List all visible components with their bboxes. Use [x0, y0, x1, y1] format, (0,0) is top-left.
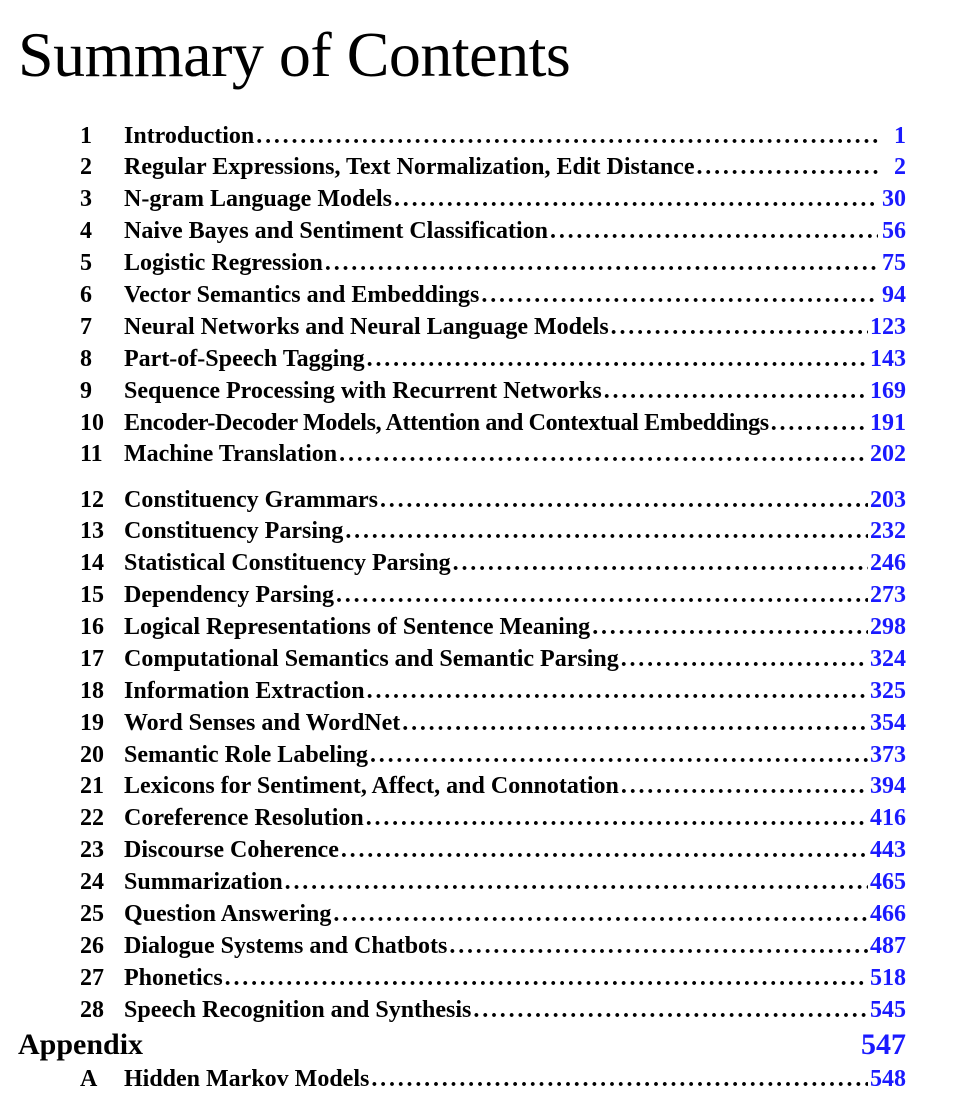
- leader-dots: [225, 963, 868, 993]
- chapter-number: 23: [80, 837, 104, 863]
- appendix-page-link[interactable]: 547: [861, 1028, 906, 1061]
- chapter-number: 17: [80, 646, 104, 672]
- page-link[interactable]: 123: [870, 314, 906, 340]
- chapter-title[interactable]: Computational Semantics and Semantic Parsing: [124, 646, 619, 672]
- appendix-label[interactable]: Appendix: [18, 1028, 144, 1061]
- page-link[interactable]: 2: [894, 154, 906, 180]
- chapter-title[interactable]: Semantic Role Labeling: [124, 742, 368, 768]
- leader-dots: [550, 216, 878, 246]
- toc-entry-27[interactable]: [80, 963, 906, 993]
- toc-entry-14[interactable]: [80, 548, 906, 578]
- chapter-title[interactable]: Machine Translation: [124, 441, 338, 467]
- chapter-number: 14: [80, 550, 104, 576]
- toc-entry-28[interactable]: [80, 995, 906, 1025]
- chapter-title[interactable]: Information Extraction: [124, 678, 365, 704]
- toc-entry-6[interactable]: [80, 280, 906, 310]
- chapter-number: A: [80, 1066, 98, 1092]
- leader-dots: [481, 280, 878, 310]
- chapter-title[interactable]: Hidden Markov Models: [124, 1066, 370, 1092]
- leader-dots: [604, 376, 868, 406]
- leader-dots: [345, 516, 868, 546]
- toc-entry-22[interactable]: [80, 803, 906, 833]
- toc-entry-1[interactable]: [80, 121, 906, 151]
- page-link[interactable]: 94: [882, 282, 906, 308]
- chapter-number: 1: [80, 123, 92, 149]
- page-title: Summary of Contents: [18, 19, 571, 90]
- leader-dots: [449, 931, 868, 961]
- chapter-number: 2: [80, 154, 92, 180]
- chapter-title[interactable]: Word Senses and WordNet: [124, 710, 401, 736]
- chapter-title[interactable]: N-gram Language Models: [124, 186, 392, 212]
- leader-dots: [473, 995, 868, 1025]
- leader-dots: [367, 344, 868, 374]
- chapter-number: 19: [80, 710, 104, 736]
- page-link[interactable]: 202: [870, 441, 906, 467]
- leader-dots: [339, 439, 868, 469]
- page-link[interactable]: 465: [870, 869, 906, 895]
- chapter-title[interactable]: Question Answering: [124, 901, 332, 927]
- chapter-number: 7: [80, 314, 92, 340]
- chapter-number: 16: [80, 614, 104, 640]
- chapter-title[interactable]: Phonetics: [124, 965, 223, 991]
- page-link[interactable]: 273: [870, 582, 906, 608]
- page-link[interactable]: 30: [882, 186, 906, 212]
- leader-dots: [333, 899, 868, 929]
- page-link[interactable]: 373: [870, 742, 906, 768]
- leader-dots: [367, 676, 868, 706]
- toc-entry-16[interactable]: [80, 612, 906, 642]
- page-link[interactable]: 56: [882, 218, 906, 244]
- leader-dots: [402, 708, 868, 738]
- page-link[interactable]: 75: [882, 250, 906, 276]
- leader-dots: [453, 548, 868, 578]
- chapter-title[interactable]: Discourse Coherence: [124, 837, 339, 863]
- chapter-number: 22: [80, 805, 104, 831]
- leader-dots: [380, 485, 868, 515]
- chapter-number: 24: [80, 869, 104, 895]
- toc-entry-3[interactable]: [80, 184, 906, 214]
- appendix-heading[interactable]: [18, 1027, 906, 1063]
- chapter-title[interactable]: Speech Recognition and Synthesis: [124, 997, 472, 1023]
- toc-entry-17[interactable]: [80, 644, 906, 674]
- leader-dots: [621, 644, 868, 674]
- chapter-number: 8: [80, 346, 92, 372]
- page-link[interactable]: 203: [870, 487, 906, 513]
- toc-entry-7[interactable]: [80, 312, 906, 342]
- chapter-number: 26: [80, 933, 104, 959]
- toc-entry-20[interactable]: [80, 740, 906, 770]
- chapter-number: 4: [80, 218, 92, 244]
- page-link[interactable]: 354: [870, 710, 906, 736]
- chapter-number: 18: [80, 678, 104, 704]
- leader-dots: [366, 803, 868, 833]
- chapter-title[interactable]: Statistical Constituency Parsing: [124, 550, 451, 576]
- leader-dots: [341, 835, 868, 865]
- chapter-number: 28: [80, 997, 104, 1023]
- page-link[interactable]: 143: [870, 346, 906, 372]
- leader-dots: [256, 121, 878, 151]
- page-link[interactable]: 324: [870, 646, 906, 672]
- toc-entry-12[interactable]: [80, 485, 906, 515]
- chapter-number: 5: [80, 250, 92, 276]
- toc-entry-4[interactable]: [80, 216, 906, 246]
- chapter-title[interactable]: Logical Representations of Sentence Meaning: [124, 614, 591, 640]
- chapter-title[interactable]: Summarization: [124, 869, 283, 895]
- toc-entry-9[interactable]: [80, 376, 906, 406]
- chapter-number: 13: [80, 518, 104, 544]
- chapter-title[interactable]: Dependency Parsing: [124, 582, 334, 608]
- chapter-title[interactable]: Encoder-Decoder Models, Attention and Contextual Embeddings: [124, 410, 769, 436]
- page-link[interactable]: 246: [870, 550, 906, 576]
- page-link[interactable]: 416: [870, 805, 906, 831]
- page-link[interactable]: 487: [870, 933, 906, 959]
- chapter-title[interactable]: Coreference Resolution: [124, 805, 364, 831]
- page-link[interactable]: 548: [870, 1066, 906, 1092]
- chapter-number: 21: [80, 773, 104, 799]
- chapter-number: 3: [80, 186, 92, 212]
- leader-dots: [370, 740, 868, 770]
- page-link[interactable]: 394: [870, 773, 906, 799]
- toc-entry-23[interactable]: [80, 835, 906, 865]
- chapter-title[interactable]: Naive Bayes and Sentiment Classification: [124, 218, 549, 244]
- leader-dots: [285, 867, 868, 897]
- chapter-title[interactable]: Neural Networks and Neural Language Models: [124, 314, 609, 340]
- toc-entry-2[interactable]: [80, 152, 906, 182]
- chapter-number: 25: [80, 901, 104, 927]
- chapter-title[interactable]: Sequence Processing with Recurrent Networks: [124, 378, 602, 404]
- chapter-title[interactable]: Lexicons for Sentiment, Affect, and Connotation: [124, 773, 619, 799]
- toc-entry-19[interactable]: [80, 708, 906, 738]
- toc-entry-11[interactable]: [80, 439, 906, 469]
- chapter-title[interactable]: Introduction: [124, 123, 255, 149]
- page-link[interactable]: 169: [870, 378, 906, 404]
- leader-dots: [325, 248, 878, 278]
- page-link[interactable]: 232: [870, 518, 906, 544]
- leader-dots: [592, 612, 868, 642]
- page-link[interactable]: 545: [870, 997, 906, 1023]
- leader-dots: [336, 580, 868, 610]
- toc-entry-8[interactable]: [80, 344, 906, 374]
- chapter-title[interactable]: Logistic Regression: [124, 250, 323, 276]
- chapter-title[interactable]: Part-of-Speech Tagging: [124, 346, 365, 372]
- chapter-number: 15: [80, 582, 104, 608]
- toc-entry-10[interactable]: [80, 408, 906, 438]
- chapter-number: 20: [80, 742, 104, 768]
- toc-entry-21[interactable]: [80, 771, 906, 801]
- leader-dots: [621, 771, 868, 801]
- page-link[interactable]: 191: [870, 410, 906, 436]
- chapter-number: 27: [80, 965, 104, 991]
- toc-entry-13[interactable]: [80, 516, 906, 546]
- chapter-title[interactable]: Dialogue Systems and Chatbots: [124, 933, 448, 959]
- leader-dots: [371, 1064, 868, 1094]
- chapter-number: 9: [80, 378, 92, 404]
- chapter-title[interactable]: Constituency Grammars: [124, 487, 378, 513]
- page-link[interactable]: 325: [870, 678, 906, 704]
- page-link[interactable]: 518: [870, 965, 906, 991]
- page-link[interactable]: 466: [870, 901, 906, 927]
- chapter-number: 11: [80, 441, 103, 467]
- page-link[interactable]: 298: [870, 614, 906, 640]
- page-link[interactable]: 1: [894, 123, 906, 149]
- toc-entry-26[interactable]: [80, 931, 906, 961]
- toc-entry-18[interactable]: [80, 676, 906, 706]
- leader-dots: [394, 184, 878, 214]
- chapter-title[interactable]: Vector Semantics and Embeddings: [124, 282, 480, 308]
- toc-entry-15[interactable]: [80, 580, 906, 610]
- toc-entry-24[interactable]: [80, 867, 906, 897]
- chapter-title[interactable]: Constituency Parsing: [124, 518, 344, 544]
- leader-dots: [611, 312, 868, 342]
- leader-dots: [771, 408, 868, 438]
- leader-dots: [696, 152, 878, 182]
- chapter-number: 10: [80, 410, 104, 436]
- toc-entry-appendix-a[interactable]: [80, 1064, 906, 1094]
- chapter-number: 12: [80, 487, 104, 513]
- chapter-number: 6: [80, 282, 92, 308]
- toc-entry-5[interactable]: [80, 248, 906, 278]
- page-link[interactable]: 443: [870, 837, 906, 863]
- toc-entry-25[interactable]: [80, 899, 906, 929]
- chapter-title[interactable]: Regular Expressions, Text Normalization, Edit Distance: [124, 154, 695, 180]
